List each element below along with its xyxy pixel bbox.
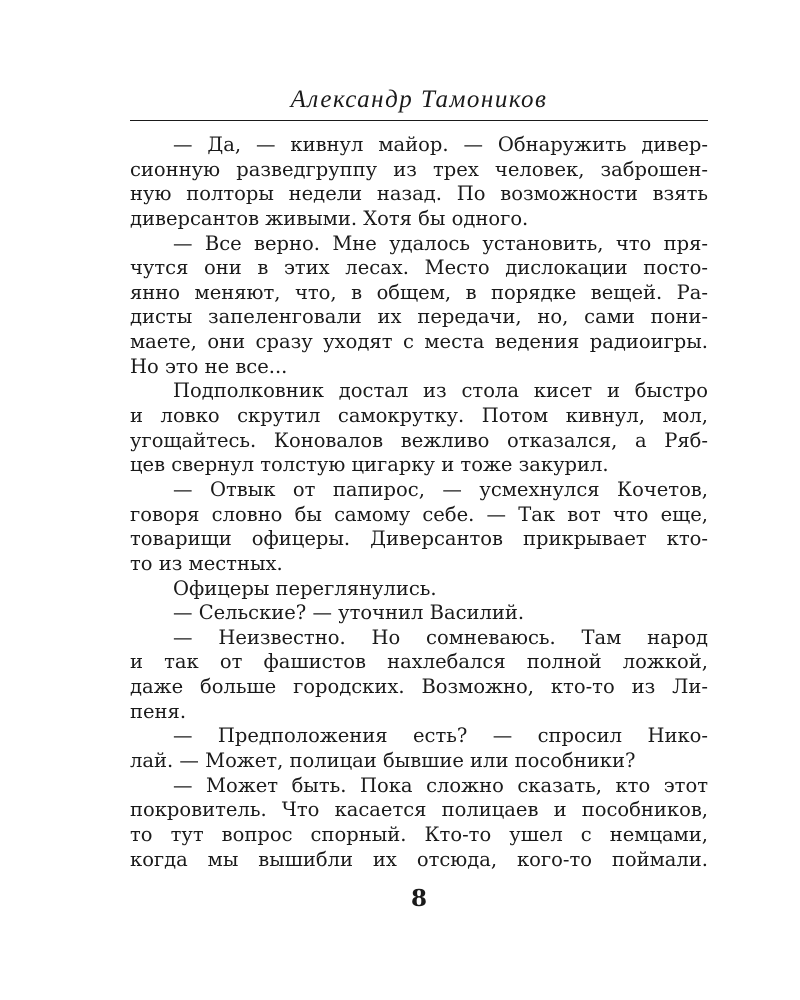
- text-line: и так от фашистов нахлебался полной ложкой,: [130, 650, 708, 674]
- text-line: товарищи офицеры. Диверсантов прикрывает кто-: [130, 527, 708, 551]
- text-line: то из местных.: [130, 551, 283, 575]
- text-line: и ловко скрутил самокрутку. Потом кивнул, мол,: [130, 404, 708, 428]
- text-line: цев свернул толстую цигарку и тоже закурил.: [130, 453, 609, 477]
- text-line: даже больше городских. Возможно, кто-то из Ли-: [130, 675, 708, 699]
- text-line: угощайтесь. Коновалов вежливо отказался, а Ряб-: [130, 428, 708, 452]
- text-line: пеня.: [130, 699, 187, 723]
- text-line: — Неизвестно. Но сомневаюсь. Там народ: [173, 625, 708, 649]
- text-line: янно меняют, что, в общем, в порядке вещей. Ра-: [130, 280, 708, 304]
- text-line: покровитель. Что касается полицаев и пособников,: [130, 798, 708, 822]
- body-text: [130, 133, 708, 872]
- running-header: Александр Тамоников: [290, 86, 548, 113]
- text-line: — Может быть. Пока сложно сказать, кто этот: [173, 773, 708, 797]
- text-line: говоря словно бы самому себе. — Так вот что еще,: [130, 502, 708, 526]
- text-line: дисты запеленговали их передачи, но, сами пони-: [130, 305, 708, 329]
- text-line: — Да, — кивнул майор. — Обнаружить дивер-: [173, 133, 708, 156]
- text-line: — Сельские? — уточнил Василий.: [173, 601, 525, 625]
- text-line: то тут вопрос спорный. Кто-то ушел с немцами,: [130, 822, 708, 846]
- text-line: Подполковник достал из стола кисет и быстро: [173, 379, 708, 403]
- text-line: — Все верно. Мне удалось установить, что пря-: [173, 231, 708, 255]
- text-line: маете, они сразу уходят с места ведения радиоигры.: [130, 330, 708, 354]
- text-line: — Предположения есть? — спросил Нико-: [173, 724, 708, 748]
- text-line: ную полторы недели назад. По возможности взять: [130, 182, 708, 206]
- text-line: диверсантов живыми. Хотя бы одного.: [130, 206, 529, 230]
- text-line: чутся они в этих лесах. Место дислокации посто-: [130, 256, 708, 280]
- text-line: — Отвык от папирос, — усмехнулся Кочетов,: [173, 477, 708, 501]
- text-line: Но это не все...: [130, 354, 288, 378]
- text-line: сионную разведгруппу из трех человек, заброшен-: [130, 157, 708, 181]
- text-line: когда мы вышибли их отсюда, кого-то поймали.: [130, 847, 708, 871]
- page-number: 8: [410, 885, 427, 912]
- text-line: лай. — Может, полицаи бывшие или пособники?: [130, 749, 636, 773]
- header-rule: [130, 120, 708, 121]
- text-line: Офицеры переглянулись.: [173, 576, 437, 600]
